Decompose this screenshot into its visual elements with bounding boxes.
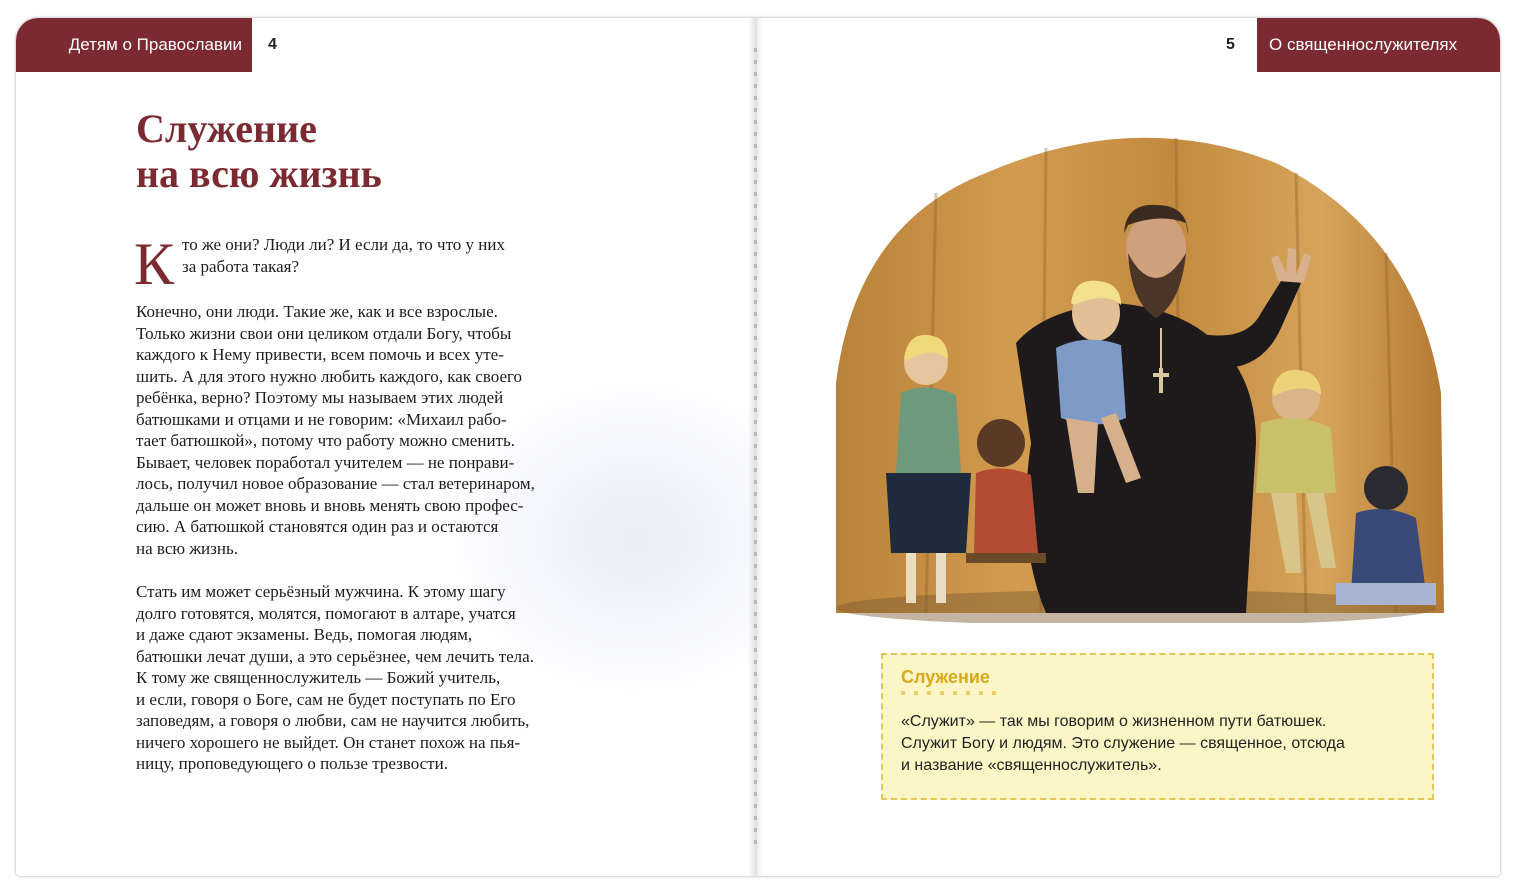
- right-header-label: О священнослужителях: [1269, 35, 1458, 54]
- text-line: Служит Богу и людям. Это служение — священное, отсюда: [901, 735, 1345, 752]
- definition-note: [881, 653, 1434, 800]
- text-line: Только жизни свои они целиком отдали Богу, чтобы: [136, 323, 512, 343]
- text-line: заповедям, а говоря о любви, сам не научится любить,: [136, 711, 530, 730]
- text-line: и даже сдают экзамены. Ведь, помогая людям,: [136, 625, 473, 644]
- text-line: долго готовятся, молятся, помогают в алтаре, учатся: [136, 603, 516, 623]
- text-line: каждого к Нему привести, всем помочь и всех уте-: [136, 345, 504, 364]
- title-line: на всю жизнь: [136, 151, 382, 196]
- text-line: Бывает, человек поработал учителем — не понрави-: [136, 452, 515, 472]
- note-text: [901, 711, 1345, 777]
- text-line: ницу, проповедующего о пользе трезвости.: [136, 754, 448, 773]
- text-line: сию. А батюшкой становятся один раз и остаются: [136, 517, 499, 536]
- right-header-tab: [1257, 18, 1500, 72]
- text-line: Стать им может серьёзный мужчина. К этому шагу: [136, 582, 506, 601]
- right-page-number: 5: [1226, 36, 1235, 53]
- page-title: [136, 106, 382, 196]
- text-line: на всю жизнь.: [136, 538, 238, 558]
- note-dots-divider: [901, 691, 1001, 695]
- left-page-number: 4: [268, 36, 277, 53]
- title-line: Служение: [136, 106, 317, 151]
- left-header-label: Детям о Православии: [68, 35, 242, 54]
- text-line: Конечно, они люди. Такие же, как и все взрослые.: [136, 302, 498, 321]
- text-line: дальше он может вновь и вновь менять свою профес-: [136, 495, 524, 515]
- text-line: тает батюшкой», потому что работу можно сменить.: [136, 431, 515, 450]
- text-line: то же они? Люди ли? И если да, то что у них: [182, 235, 505, 254]
- text-line: за работа такая?: [182, 256, 300, 276]
- text-line: шить. А для этого нужно любить каждого, как своего: [136, 366, 523, 386]
- text-line: батюшками и отцами и не говорим: «Михаил рабо-: [136, 409, 507, 429]
- paragraph-2: [136, 581, 534, 775]
- book-spread: [16, 18, 1500, 876]
- text-line: лось, получил новое образование — стал ветеринаром,: [136, 474, 535, 493]
- drop-cap: К: [134, 231, 175, 297]
- note-title: Служение: [901, 667, 990, 687]
- intro-paragraph: [182, 234, 505, 277]
- text-line: и название «священнослужитель».: [901, 757, 1162, 774]
- left-header-tab: [16, 18, 252, 72]
- paragraph-1: [136, 301, 535, 559]
- text-line: батюшки лечат души, а это серьёзнее, чем лечить тела.: [136, 646, 534, 666]
- text-line: «Служит» — так мы говорим о жизненном пути батюшек.: [901, 713, 1327, 730]
- text-line: ребёнка, верно? Поэтому мы называем этих людей: [136, 388, 504, 407]
- priest-children-illustration: [816, 113, 1456, 623]
- text-line: К тому же священнослужитель — Божий учитель,: [136, 668, 501, 687]
- text-line: ничего хорошего не выйдет. Он станет похож на пья-: [136, 732, 521, 752]
- binding-stitches: [754, 48, 757, 848]
- text-line: и если, говоря о Боге, сам не будет поступать по Его: [136, 689, 516, 709]
